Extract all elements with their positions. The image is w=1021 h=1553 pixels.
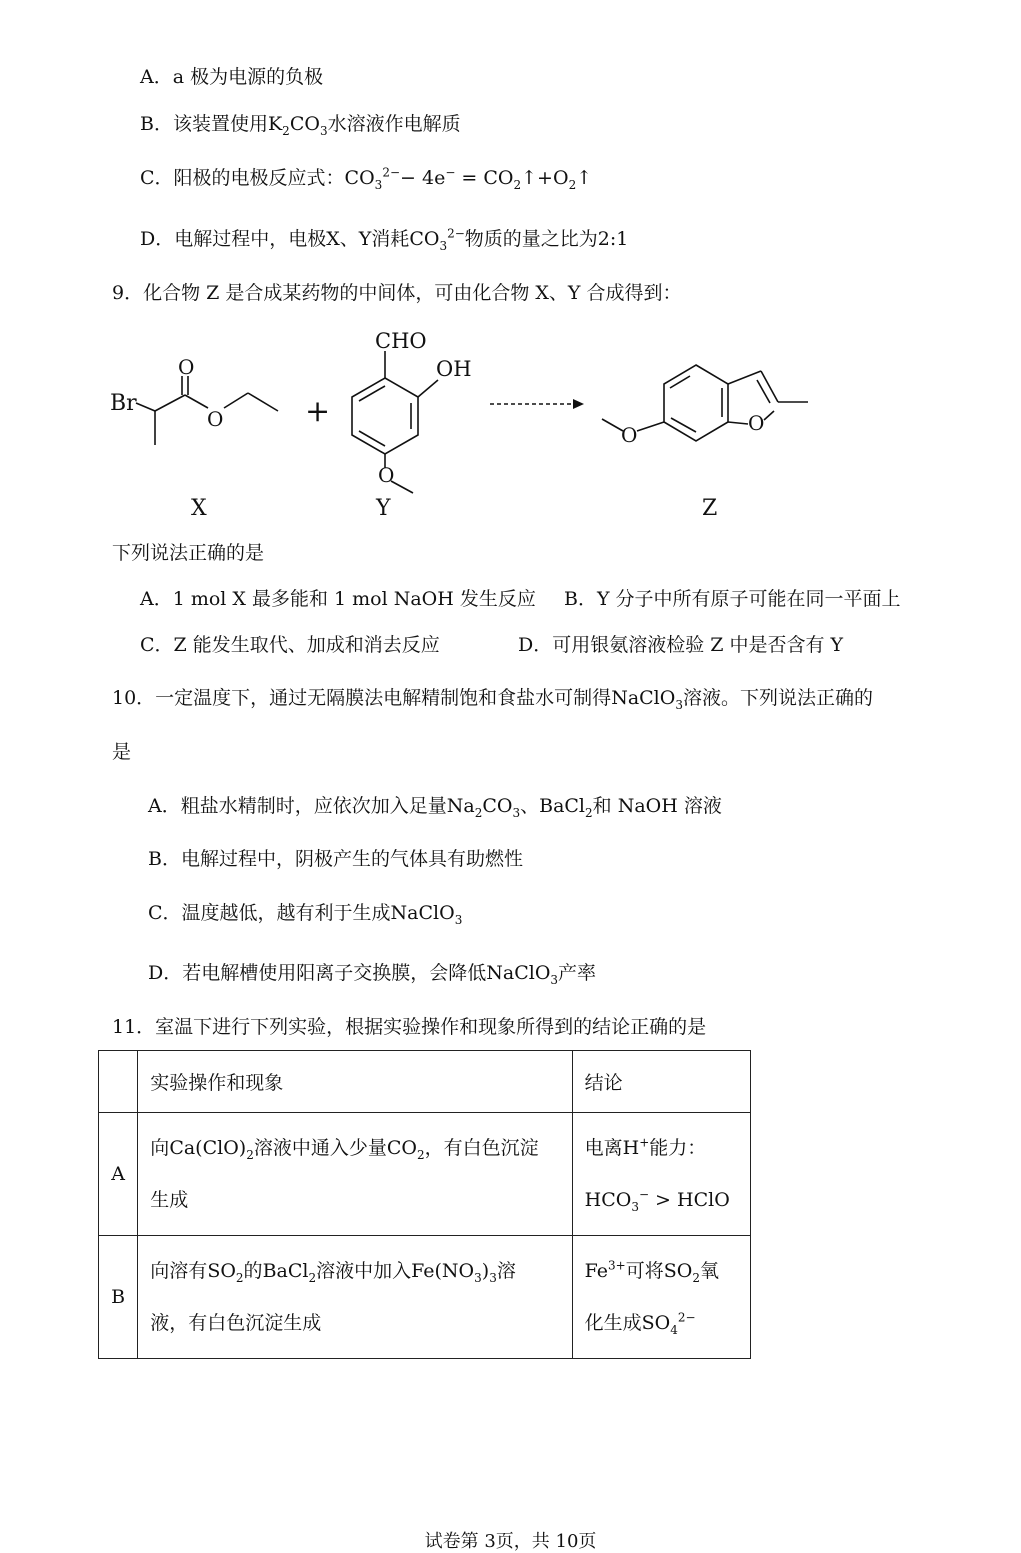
y-double-3	[359, 386, 385, 401]
q10-stem-cont: 是	[112, 741, 132, 763]
q9-option-d: D．可用银氨溶液检验 Z 中是否含有 Y	[518, 634, 844, 656]
header-empty-cell	[99, 1051, 138, 1113]
q8-option-a: A．a 极为电源的负极	[140, 66, 324, 88]
row-a-conclusion: 电离H+能力： $HCO_3^-$ > HClO	[572, 1113, 750, 1236]
label-o-methoxy-y: O	[378, 463, 395, 487]
q8-option-d: D．电解过程中，电极X、Y消耗$CO_3^{2-}$物质的量之比为2:1	[140, 226, 629, 253]
label-o-ester: O	[207, 407, 224, 431]
q8-option-c: C．阳极的电极反应式：$CO_3^{2-}- 4e^-$ = $CO_2↑+O_2↑$	[140, 165, 593, 192]
q8-option-b: B．该装置使用$K_2CO_3$水溶液作电解质	[140, 113, 461, 138]
row-b-conclusion: $Fe^{3+}$可将$SO_2$氧 化生成$SO_4^{2-}$	[572, 1236, 750, 1359]
reaction-scheme	[100, 318, 840, 528]
q9-option-b: B．Y 分子中所有原子可能在同一平面上	[564, 588, 901, 610]
row-label-b: B	[99, 1236, 138, 1359]
label-oh: OH	[436, 357, 472, 381]
table-row	[99, 1113, 751, 1236]
q9-option-a: A．1 mol X 最多能和 1 mol NaOH 发生反应	[140, 588, 536, 610]
row-b-operation: 向溶有$SO_2$的BaCl$_2$溶液中加入$Fe(NO_3)_3$溶 液，有白色沉淀生成	[138, 1236, 572, 1359]
y-benzene-ring	[352, 378, 418, 454]
label-o-carbonyl: O	[178, 355, 195, 379]
label-o-furan: O	[748, 411, 765, 435]
q10-option-a: A．粗盐水精制时，应依次加入足量$Na_2CO_3$、BaCl$_2$和 NaOH 溶液	[148, 795, 722, 820]
plus-sign: +	[305, 394, 331, 429]
label-z: Z	[702, 496, 718, 521]
z-bond-methoxy	[602, 419, 623, 431]
q10-option-d: D．若电解槽使用阳离子交换膜，会降低NaClO$_3$产率	[148, 962, 597, 987]
table-row	[99, 1236, 751, 1359]
z-bond-o1	[728, 422, 748, 424]
q9-option-c: C．Z 能发生取代、加成和消去反应	[140, 634, 440, 656]
z-benzene-ring	[664, 365, 728, 441]
y-double-2	[359, 431, 385, 446]
arrow-head	[573, 399, 584, 409]
label-y: Y	[376, 496, 391, 521]
label-o-methoxy-z: O	[621, 423, 638, 447]
z-double-2	[671, 418, 696, 432]
q10-stem: 10．一定温度下，通过无隔膜法电解精制饱和食盐水可制得NaClO$_3$溶液。下列说法正确的	[112, 687, 873, 712]
z-bond-ome	[637, 422, 664, 431]
z-bond-c3	[728, 371, 761, 384]
z-bond-c2	[761, 371, 778, 402]
q9-stem: 9．化合物 Z 是合成某药物的中间体，可由化合物 X、Y 合成得到：	[112, 282, 682, 304]
x-bond-ester	[185, 395, 208, 408]
x-bond-ethyl	[248, 393, 278, 411]
page-footer: 试卷第 3页，共 10页	[424, 1531, 597, 1552]
y-bond-oh	[418, 380, 438, 397]
x-bond-och2	[224, 393, 248, 408]
q9-prompt: 下列说法正确的是	[112, 542, 265, 564]
q10-option-c: C．温度越低，越有利于生成NaClO$_3$	[148, 902, 463, 927]
q11-stem: 11．室温下进行下列实验，根据实验操作和现象所得到的结论正确的是	[112, 1016, 707, 1038]
label-br: Br	[110, 391, 137, 416]
header-operation: 实验操作和现象	[138, 1051, 572, 1113]
row-label-a: A	[99, 1113, 138, 1236]
z-bond-o2	[764, 411, 774, 420]
label-cho: CHO	[375, 329, 427, 353]
x-bond-cc	[155, 395, 185, 411]
row-a-operation: 向$Ca(ClO)_2$溶液中通入少量$CO_2$，有白色沉淀 生成	[138, 1113, 572, 1236]
label-x: X	[191, 496, 207, 521]
q10-option-b: B．电解过程中，阴极产生的气体具有助燃性	[148, 848, 523, 870]
q11-table	[98, 1050, 751, 1359]
x-bond-br	[136, 403, 155, 411]
table-header-row	[99, 1051, 751, 1113]
header-conclusion: 结论	[572, 1051, 750, 1113]
